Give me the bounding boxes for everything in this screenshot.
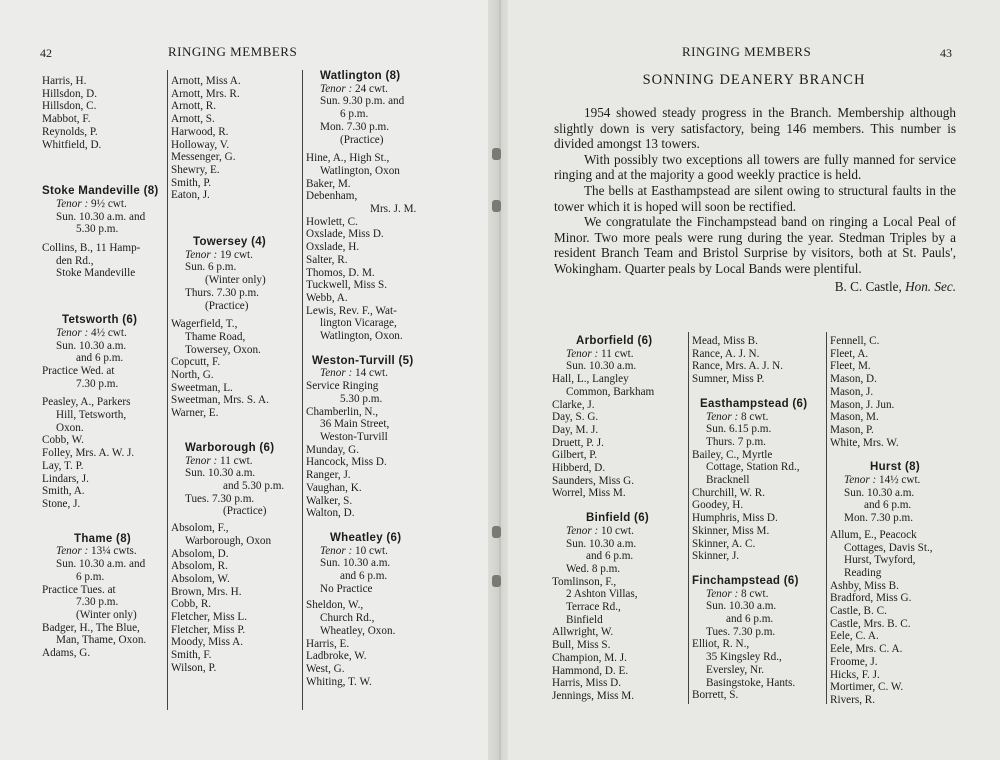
service-time: Sun. 10.30 a.m.	[320, 557, 391, 570]
member-name: Goodey, H.	[692, 499, 744, 512]
staple	[492, 526, 501, 538]
member-name: Mrs. J. M.	[370, 203, 417, 216]
member-name: Watlington, Oxon.	[320, 330, 403, 343]
member-name: Absolom, R.	[171, 560, 228, 573]
member-name: Whitfield, D.	[42, 138, 102, 151]
service-time: Sun. 6 p.m.	[185, 261, 237, 274]
member-name: Shewry, E.	[171, 163, 220, 176]
member-name: Froome, J.	[830, 655, 878, 668]
staple	[492, 200, 501, 212]
member-name: Harris, Miss D.	[552, 677, 621, 690]
member-name: Absolom, D.	[171, 547, 229, 560]
service-time: Thurs. 7.30 p.m.	[185, 286, 259, 299]
tenor-line: Tenor : 11 cwt.	[566, 347, 634, 360]
member-name: Weston-Turvill	[320, 430, 388, 443]
member-name: Tomlinson, F.,	[552, 575, 617, 588]
member-name: Day, S. G.	[552, 411, 599, 424]
member-name: Absolom, F.,	[171, 522, 229, 535]
service-time: Sun. 10.30 a.m.	[844, 486, 915, 499]
member-name: Sumner, Miss P.	[692, 373, 765, 386]
tenor-line: Tenor : 8 cwt.	[706, 587, 769, 600]
tenor-line: Tenor : 19 cwt.	[185, 248, 253, 261]
service-time: Service Ringing	[306, 380, 379, 393]
member-name: Ashby, Miss B.	[830, 579, 899, 592]
member-name: Binfield	[566, 613, 603, 626]
service-time: 5.30 p.m.	[340, 392, 383, 405]
member-name: Wagerfield, T.,	[171, 318, 238, 331]
member-name: Hurst, Twyford,	[844, 554, 916, 567]
member-name: Rance, Mrs. A. J. N.	[692, 360, 784, 373]
member-name: Allwright, W.	[552, 626, 614, 639]
tower-heading: Watlington (8)	[320, 70, 401, 82]
member-name: Harwood, R.	[171, 125, 229, 138]
member-name: Castle, Mrs. B. C.	[830, 617, 911, 630]
tenor-line: Tenor : 9½ cwt.	[56, 197, 127, 210]
service-time: and 6 p.m.	[76, 352, 124, 365]
member-name: Lewis, Rev. F., Wat-	[306, 304, 397, 317]
member-name: Mabbot, F.	[42, 113, 91, 126]
tower-heading: Finchampstead (6)	[692, 574, 799, 587]
branch-title: SONNING DEANERY BRANCH	[642, 72, 866, 88]
member-name: Mason, P.	[830, 423, 874, 436]
tower-heading: Arborfield (6)	[576, 335, 653, 347]
service-time: Sun. 10.30 a.m. and	[56, 210, 146, 223]
member-name: Fleet, A.	[830, 347, 869, 360]
tower-heading: Weston-Turvill (5)	[312, 354, 414, 367]
member-name: Mason, J.	[830, 385, 874, 398]
member-name: Mason, M.	[830, 411, 879, 424]
practice-time: No Practice	[320, 582, 373, 595]
member-name: Allum, E., Peacock	[830, 528, 917, 541]
member-name: Fletcher, Miss P.	[171, 623, 246, 636]
member-name: Oxslade, H.	[306, 241, 360, 254]
member-name: Adams, G.	[42, 647, 91, 660]
tower-heading: Warborough (6)	[185, 441, 275, 454]
member-name: Brown, Mrs. H.	[171, 585, 242, 598]
member-column	[171, 75, 301, 675]
member-name: Stoke Mandeville	[56, 267, 136, 280]
member-name: Ladbroke, W.	[306, 650, 367, 663]
member-name: Hill, Tetsworth,	[56, 409, 127, 422]
member-name: Absolom, W.	[171, 572, 230, 585]
member-name: Harris, H.	[42, 75, 87, 87]
member-name: Hicks, F. J.	[830, 668, 880, 681]
service-time: (Practice)	[340, 133, 384, 146]
member-name: Ranger, J.	[306, 469, 351, 482]
practice-time: 7.30 p.m.	[76, 596, 119, 609]
service-time: and 6 p.m.	[726, 613, 774, 626]
member-name: Eele, C. A.	[830, 630, 879, 643]
column-rule	[302, 70, 303, 710]
tower-heading: Easthampstead (6)	[700, 397, 808, 410]
member-name: Mead, Miss B.	[692, 335, 758, 347]
member-column	[552, 335, 686, 703]
service-time: Mon. 7.30 p.m.	[320, 120, 389, 133]
running-header: RINGING MEMBERS	[682, 44, 812, 59]
member-name: Elliot, R. N.,	[692, 638, 750, 651]
member-name: Bradford, Miss G.	[830, 592, 912, 605]
running-header: RINGING MEMBERS	[168, 44, 298, 59]
service-time: 5.30 p.m.	[76, 223, 119, 236]
member-name: Clarke, J.	[552, 398, 595, 411]
member-name: Rivers, R.	[830, 693, 876, 706]
service-time: Sun. 10.30 a.m.	[706, 600, 777, 613]
member-name: Eele, Mrs. C. A.	[830, 643, 903, 656]
tenor-line: Tenor : 11 cwt.	[185, 454, 253, 467]
column-rule	[826, 332, 827, 704]
member-name: Whiting, T. W.	[306, 675, 372, 688]
member-name: Eaton, J.	[171, 189, 210, 202]
member-name: Skinner, Miss M.	[692, 524, 770, 537]
member-name: Day, M. J.	[552, 423, 599, 436]
member-name: Smith, A.	[42, 485, 85, 498]
left-page	[0, 0, 492, 760]
service-time: and 6 p.m.	[340, 570, 388, 583]
member-name: Harris, E.	[306, 637, 350, 650]
member-name: Hillsdon, C.	[42, 100, 97, 113]
member-name: Folley, Mrs. A. W. J.	[42, 447, 135, 460]
service-time: and 5.30 p.m.	[223, 479, 285, 492]
member-name: den Rd.,	[56, 254, 94, 267]
member-name: Stone, J.	[42, 497, 81, 510]
member-name: Watlington, Oxon	[320, 164, 400, 177]
service-time: (Practice)	[223, 505, 267, 518]
member-name: West, G.	[306, 662, 345, 675]
tenor-line: Tenor : 14 cwt.	[320, 367, 388, 380]
member-name: Basingstoke, Hants.	[706, 676, 796, 689]
member-name: Fennell, C.	[830, 335, 880, 347]
member-name: Arnott, Miss A.	[171, 75, 241, 87]
member-name: Humphris, Miss D.	[692, 512, 778, 525]
member-name: Webb, A.	[306, 291, 348, 304]
member-name: Cobb, W.	[42, 434, 84, 447]
member-name: Arnott, Mrs. R.	[171, 87, 240, 100]
column-rule	[167, 70, 168, 710]
practice-time: Thurs. 7 p.m.	[706, 435, 766, 448]
member-name: Thomos, D. M.	[306, 266, 375, 279]
tenor-line: Tenor : 13¼ cwts.	[56, 545, 137, 558]
staple	[492, 148, 501, 160]
member-name: Arnott, R.	[171, 100, 217, 113]
member-name: Moody, Miss A.	[171, 636, 244, 649]
member-name: Vaughan, K.	[306, 481, 362, 494]
member-name: Terrace Rd.,	[566, 601, 621, 614]
member-name: Warborough, Oxon	[185, 534, 272, 547]
tenor-line: Tenor : 10 cwt.	[320, 544, 388, 557]
tenor-line: Tenor : 14½ cwt.	[844, 474, 921, 487]
tower-heading: Thame (8)	[74, 532, 132, 545]
member-name: Bailey, C., Myrtle	[692, 448, 773, 461]
member-name: Mortimer, C. W.	[830, 681, 904, 694]
member-name: Lindars, J.	[42, 472, 89, 485]
report-paragraph: We congratulate the Finchampstead band on ringing a Local Peal of Minor. Two more peals were rung during the year. Stedman Triples by a resident Branch Team and Bristol Surprise by visitors, both at St. Pauls', Wokingham. Quarter peals by Local Bands were plentiful.	[554, 214, 956, 276]
member-name: Smith, P.	[171, 176, 212, 189]
member-name: Hammond, D. E.	[552, 664, 629, 677]
member-name: Sheldon, W.,	[306, 599, 364, 612]
member-name: Hall, L., Langley	[552, 373, 629, 386]
member-column	[830, 335, 970, 707]
practice-time: Practice Wed. at	[42, 364, 115, 377]
service-time: (Practice)	[205, 299, 249, 312]
member-name: Arnott, S.	[171, 113, 215, 126]
page-number: 42	[40, 46, 52, 60]
member-name: Worrel, Miss M.	[552, 487, 626, 500]
member-name: Eversley, Nr.	[706, 663, 764, 676]
member-name: Peasley, A., Parkers	[42, 396, 131, 409]
member-name: Thame Road,	[185, 330, 246, 343]
member-name: Salter, R.	[306, 253, 348, 266]
member-name: Reading	[844, 566, 882, 579]
member-name: Rance, A. J. N.	[692, 347, 760, 360]
member-name: Reynolds, P.	[42, 125, 98, 138]
member-name: 2 Ashton Villas,	[566, 588, 638, 601]
service-time: Tues. 7.30 p.m.	[185, 492, 255, 505]
member-name: Mason, J. Jun.	[830, 398, 895, 411]
service-time: Sun. 10.30 a.m. and	[56, 558, 146, 571]
member-name: Mason, D.	[830, 373, 877, 386]
member-name: Baker, M.	[306, 177, 351, 190]
member-name: White, Mrs. W.	[830, 436, 899, 449]
service-time: Sun. 10.30 a.m.	[566, 537, 637, 550]
report-paragraph: With possibly two exceptions all towers are fully manned for service ringing and at the majority a good weekly practice is held.	[554, 151, 956, 183]
tower-heading: Binfield (6)	[586, 512, 650, 525]
member-name: Howlett, C.	[306, 215, 358, 228]
column-rule	[688, 332, 689, 704]
member-name: Champion, M. J.	[552, 651, 627, 664]
service-time: and 6 p.m.	[864, 499, 912, 512]
member-name: Bracknell	[706, 474, 750, 487]
service-time: and 6 p.m.	[586, 550, 634, 563]
service-time: (Winter only)	[205, 274, 266, 287]
member-name: Badger, H., The Blue,	[42, 621, 140, 634]
member-name: Hillsdon, D.	[42, 87, 98, 100]
member-name: 35 Kingsley Rd.,	[706, 651, 782, 664]
member-name: Towersey, Oxon.	[185, 343, 261, 356]
service-time: Sun. 6.15 p.m.	[706, 423, 772, 436]
tower-heading: Wheatley (6)	[330, 531, 402, 544]
tenor-line: Tenor : 10 cwt.	[566, 524, 634, 537]
signature: B. C. Castle, Hon. Sec.	[834, 278, 956, 294]
member-name: Warner, E.	[171, 407, 219, 420]
member-name: Borrett, S.	[692, 689, 739, 702]
member-name: Tuckwell, Miss S.	[306, 279, 388, 292]
member-name: Gilbert, P.	[552, 449, 598, 462]
member-name: Skinner, A. C.	[692, 537, 756, 550]
member-name: 36 Main Street,	[320, 418, 390, 431]
member-name: Walton, D.	[306, 507, 355, 520]
practice-time: Mon. 7.30 p.m.	[844, 512, 913, 525]
member-name: lington Vicarage,	[320, 317, 397, 330]
member-name: Hancock, Miss D.	[306, 456, 387, 469]
staple	[492, 575, 501, 587]
member-name: Castle, B. C.	[830, 605, 887, 618]
member-name: Chamberlin, N.,	[306, 405, 379, 418]
practice-time: (Winter only)	[76, 608, 137, 621]
member-name: Druett, P. J.	[552, 436, 604, 449]
practice-time: Practice Tues. at	[42, 583, 116, 596]
report-paragraph: The bells at Easthampstead are silent owing to structural faults in the tower which it is hoped will soon be rectified.	[554, 182, 956, 214]
service-time: Sun. 10.30 a.m.	[566, 360, 637, 373]
tenor-line: Tenor : 4½ cwt.	[56, 326, 127, 339]
member-name: Holloway, V.	[171, 138, 230, 151]
member-name: Saunders, Miss G.	[552, 474, 635, 487]
practice-time: Tues. 7.30 p.m.	[706, 625, 776, 638]
member-name: Man, Thame, Oxon.	[56, 634, 147, 647]
member-name: Walker, S.	[306, 494, 353, 507]
member-name: Oxslade, Miss D.	[306, 228, 384, 241]
tenor-line: Tenor : 24 cwt.	[320, 82, 388, 95]
practice-time: Wed. 8 p.m.	[566, 562, 621, 575]
member-name: Messenger, G.	[171, 151, 236, 164]
member-name: Skinner, J.	[692, 550, 740, 563]
member-name: Cottages, Davis St.,	[844, 541, 933, 554]
member-name: Munday, G.	[306, 443, 360, 456]
right-page	[508, 0, 1000, 760]
member-name: Wilson, P.	[171, 661, 217, 674]
tower-heading: Hurst (8)	[870, 461, 920, 474]
tower-heading: Towersey (4)	[193, 236, 267, 249]
service-time: 6 p.m.	[76, 570, 105, 583]
member-name: Hine, A., High St.,	[306, 152, 390, 165]
member-name: Cottage, Station Rd.,	[706, 461, 800, 474]
member-name: Jennings, Miss M.	[552, 689, 635, 702]
member-name: Common, Barkham	[566, 385, 655, 398]
member-column	[692, 335, 824, 702]
member-column	[306, 70, 446, 688]
member-name: Cobb, R.	[171, 598, 212, 611]
branch-report	[554, 105, 956, 294]
member-name: Church Rd.,	[320, 612, 375, 625]
member-column	[42, 75, 166, 660]
member-name: Debenham,	[306, 190, 358, 203]
member-name: Collins, B., 11 Hamp-	[42, 242, 141, 255]
page-number: 43	[940, 46, 952, 60]
member-name: Hibberd, D.	[552, 462, 606, 475]
member-name: Fleet, M.	[830, 360, 871, 373]
service-time: 6 p.m.	[340, 108, 369, 121]
member-name: Bull, Miss S.	[552, 639, 611, 652]
service-time: Sun. 10.30 a.m.	[56, 339, 127, 352]
member-name: Fletcher, Miss L.	[171, 611, 247, 624]
tower-heading: Stoke Mandeville (8)	[42, 185, 159, 198]
practice-time: 7.30 p.m.	[76, 377, 119, 390]
tower-heading: Tetsworth (6)	[62, 314, 138, 327]
tenor-line: Tenor : 8 cwt.	[706, 410, 769, 423]
member-name: Sweetman, L.	[171, 381, 233, 394]
member-name: Sweetman, Mrs. S. A.	[171, 394, 269, 407]
service-time: Sun. 10.30 a.m.	[185, 467, 256, 480]
member-name: Wheatley, Oxon.	[320, 624, 396, 637]
member-name: Smith, F.	[171, 649, 212, 662]
member-name: North, G.	[171, 369, 214, 382]
report-paragraph: 1954 showed steady progress in the Branch. Membership although slightly down is very satisfactory, being 146 members. This number is divided amongst 13 towers.	[554, 105, 956, 152]
member-name: Churchill, W. R.	[692, 486, 766, 499]
service-time: Sun. 9.30 p.m. and	[320, 95, 405, 108]
member-name: Copcutt, F.	[171, 356, 221, 369]
member-name: Lay, T. P.	[42, 459, 84, 472]
member-name: Oxon.	[56, 421, 84, 434]
